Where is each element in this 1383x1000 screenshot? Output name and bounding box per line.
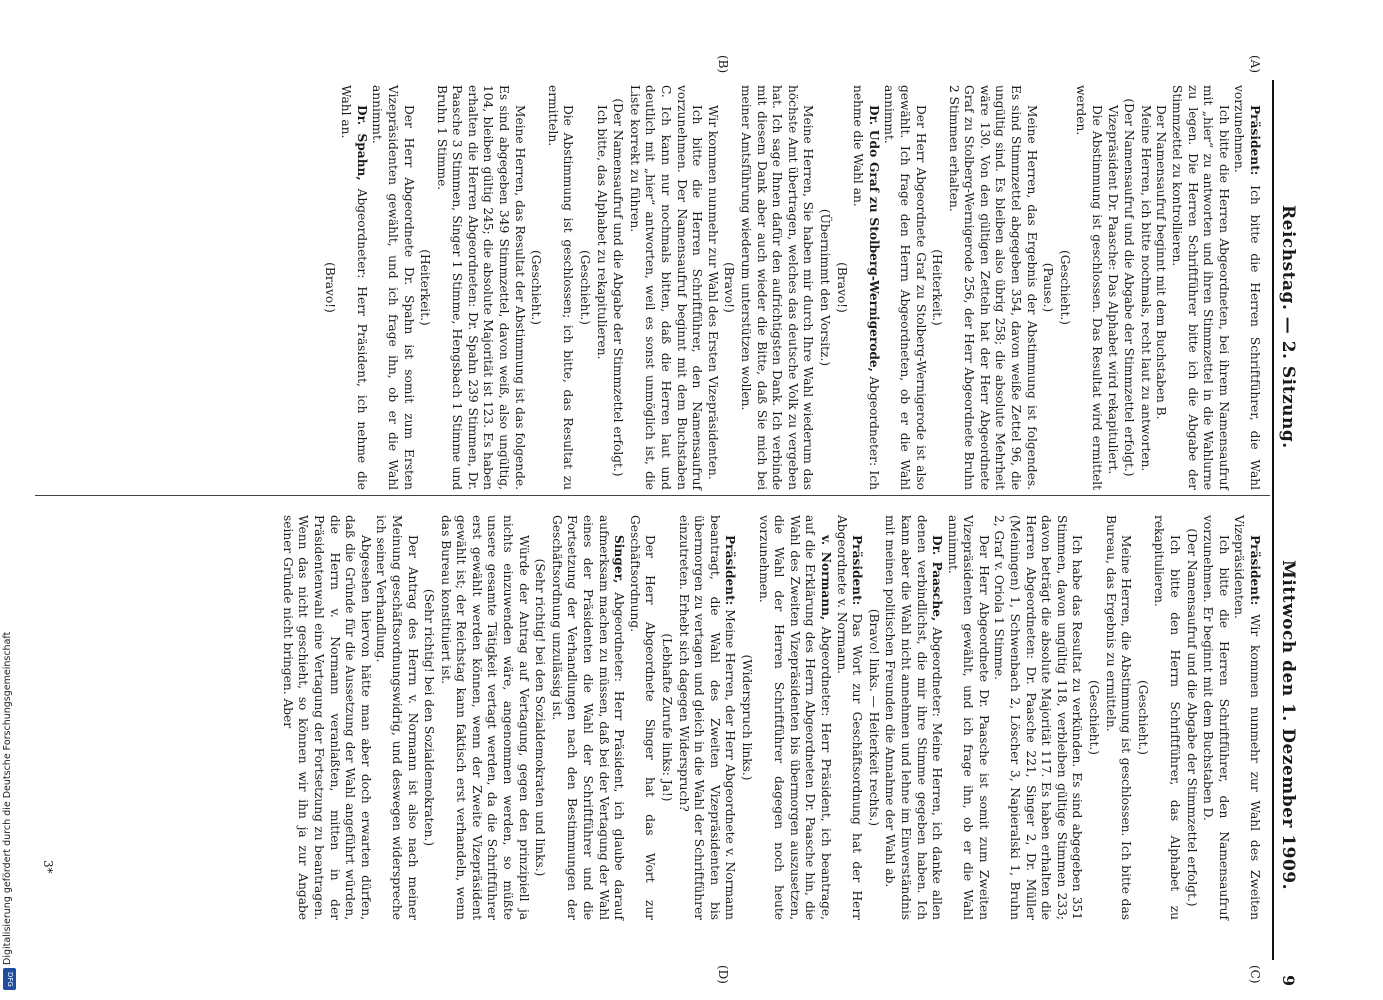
paragraph-text: (Lebhafte Zurufe links: Ja!) bbox=[660, 633, 675, 802]
paragraph bbox=[882, 515, 944, 920]
paragraph bbox=[1168, 85, 1230, 490]
paragraph bbox=[373, 515, 420, 920]
paragraph-text: (Bravo!) bbox=[322, 262, 337, 313]
paragraph-text: Der Antrag des Herrn v. Normann ist also nach meiner Meinung geschäftsordnungswidrig, und deswegen widerspreche ich seiner Verhandlung. bbox=[374, 515, 420, 920]
page-header bbox=[1272, 55, 1302, 987]
paragraph bbox=[1134, 515, 1150, 920]
paragraph-text: (Widerspruch links.) bbox=[740, 654, 754, 781]
watermark-strip bbox=[0, 0, 22, 1000]
paragraph bbox=[929, 85, 945, 490]
column-divider bbox=[35, 495, 1270, 496]
paragraph bbox=[1231, 515, 1262, 920]
paragraph bbox=[610, 85, 626, 490]
paragraph-text: Ich bitte, das Alphabet zu rekapitulieren. bbox=[594, 105, 609, 360]
paragraph bbox=[421, 515, 437, 920]
paragraph bbox=[755, 515, 833, 920]
paragraph bbox=[833, 515, 864, 920]
paragraph-text: Ich bitte den Herrn Schriftführer, das Alphabet zu rekapitulieren. bbox=[1152, 515, 1183, 920]
paragraph-text: Meine Herren, die Abstimmung ist geschlossen. Ich bitte das Bureau, das Ergebnis zu ermitteln. bbox=[1103, 515, 1134, 920]
paragraph bbox=[1102, 515, 1133, 920]
paragraph bbox=[593, 85, 609, 490]
paragraph-text: Abgeordneter: Meine Herren, ich danke allen denen verbindlichst, die mir ihre Stimme gegeben haben. Ich kann aber die Wahl nicht annehmen und lehne im Einverständnis mit meinen politischen Freunden die Annahme der Wahl ab. bbox=[883, 515, 945, 920]
paragraph bbox=[1153, 85, 1169, 490]
paragraph-text: Ich bitte die Herren Abgeordneten, bei ihrem Namensaufruf mit „hier“ zu antworten und ihren Stimmzettel in die Wahlurne zu legen. Die Herren Schriftführer bitte ich die Abgabe der Stimmzettel zu kontrollieren. bbox=[1170, 85, 1231, 490]
left-column bbox=[320, 85, 1262, 490]
paragraph-text: Ich bitte die Herren Schriftführer, die Wahl vorzunehmen. bbox=[1232, 85, 1262, 490]
paragraph bbox=[437, 515, 531, 920]
paragraph-text: (Übernimmt den Vorsitz.) bbox=[817, 208, 832, 367]
paragraph-text: Abgeordneter: Herr Präsident, ich nehme die Wahl an. bbox=[339, 85, 369, 491]
paragraph bbox=[944, 515, 991, 920]
speaker-name: Präsident: bbox=[723, 535, 738, 606]
speaker-name: Präsident: bbox=[1248, 105, 1262, 176]
paragraph-text: (Sehr richtig! bei den Sozialdemokraten und links.) bbox=[533, 558, 548, 877]
paragraph bbox=[433, 85, 527, 490]
paragraph bbox=[1104, 85, 1120, 490]
footer-mark: 3* bbox=[41, 860, 55, 874]
paragraph bbox=[1137, 85, 1153, 490]
paragraph-text: Meine Herren, der Herr Abgeordnete v. Normann beantragt, die Wahl des Zweiten Vizepräsidenten bis übermorgen zu vertagen und gleich in die Wahl der Schriftführer einzutreten. Erhebt sich dagegen Widerspruch? bbox=[676, 515, 738, 921]
paragraph bbox=[1151, 515, 1182, 920]
paragraph-text: Meine Herren, das Ergebnis der Abstimmung ist folgendes. Es sind Stimmzettel abgegeben 354, davon weiße Zettel 96, die ungültig sind. Es bleiben also übrig 258; die absolute Mehrheit wäre 130. Von den gültigen Zetteln hat der Herr Abgeordnete Graf zu Stolberg-Wernigerode 256, der Herr Abgeordnete Bruhn 2 Stimmen erhalten. bbox=[946, 85, 1039, 490]
paragraph bbox=[738, 515, 754, 920]
margin-marker-c: (C) bbox=[1248, 965, 1262, 984]
paragraph bbox=[626, 85, 704, 490]
speaker-name: Dr. Paasche, bbox=[930, 535, 945, 622]
paragraph-text: Meine Herren, das Resultat der Abstimmung ist das folgende. Es sind abgegeben 349 Stimmzettel, davon weiß, also ungültig, 104, bleiben gültig 245; die absolute Majorität ist 123. Es haben erhalten die Herren Abgeordneten: Dr. Spahn 239 Stimmen, Dr. Paasche 3 Stimmen, Singer 1 Stimme, Hengsbach 1 Stimme und Bruhn 1 Stimme. bbox=[434, 85, 527, 490]
speaker-name: Präsident: bbox=[850, 535, 865, 606]
paragraph bbox=[1183, 515, 1199, 920]
paragraph-text: Ich bitte die Herren Schriftführer, den Namensaufruf vorzunehmen. Er beginnt mit dem Buchstaben D. bbox=[1201, 515, 1231, 920]
paragraph-text: Der Herr Abgeordnete Dr. Spahn ist somit zum Ersten Vizepräsidenten gewählt, und ich frage ihn, ob er die Wahl annimmt. bbox=[370, 85, 416, 490]
paragraph-text: (Geschieht.) bbox=[1057, 249, 1072, 326]
paragraph-text: Der Herr Abgeordnete Singer hat das Wort zur Geschäftsordnung. bbox=[627, 515, 658, 920]
paragraph-text: Meine Herren, ich bitte nochmals, recht laut zu antworten. bbox=[1138, 105, 1153, 472]
paragraph bbox=[626, 515, 657, 920]
paragraph-text: Abgeordneter: Herr Präsident, ich beantrage, auf die Erklärung des Herrn Abgeordneten Dr. Paasche hin, die Wahl des Zweiten Vizepräsidenten bis übermorgen auszusetzen, die Wahl der Herren Schriftführer dagegen noch heute vorzunehmen. bbox=[756, 515, 833, 920]
paragraph bbox=[881, 85, 928, 490]
paragraph-text: Ich bitte die Herren Schriftführer, den Namensaufruf vorzunehmen. Der Namensaufruf beginnt mit dem Buchstaben C. Ich kann nur nochmals bitten, daß die Herren laut und deutlich mit „hier“ antworten, weil es sonst unmöglich ist, die Liste korrekt zu führen. bbox=[627, 85, 705, 490]
speaker-name: Singer, bbox=[612, 535, 627, 584]
paragraph-text: (Bravo! links. — Heiterkeit rechts.) bbox=[866, 608, 881, 827]
paragraph bbox=[833, 85, 849, 490]
paragraph bbox=[850, 85, 881, 490]
paragraph bbox=[658, 515, 674, 920]
paragraph-text: (Geschieht.) bbox=[1087, 679, 1102, 756]
paragraph bbox=[945, 85, 1039, 490]
header-title: Reichstag. — 2. Sitzung. bbox=[1278, 205, 1298, 449]
paragraph-text: (Heiterkeit.) bbox=[930, 249, 945, 326]
paragraph-text: Abgesehen hiervon hätte man aber doch erwarten dürfen, daß die Gründe für die Aussetzung der Wahl angeführt würden, die Herrn v. Normann veranlaßten, mitten in der Präsidentenwahl eine Vertagung der Fortsetzung zu beantragen. Wenn das nicht geschieht, so können wir ihn ja zur Angabe seiner Gründe nicht bringen. Aber bbox=[280, 515, 373, 920]
paragraph-text: Würde der Antrag auf Vertagung, gegen den prinzipiell ja nichts einzuwenden wäre, angenommen werden, so müßte unsere gesamte Tätigkeit vertagt werden, da die Schriftführer erst gewählt werden können, wenn der Zweite Vizepräsident gewählt ist; der Reichstag kann faktisch erst verhandeln, wenn das Bureau konstituiert ist. bbox=[438, 515, 531, 920]
paragraph bbox=[544, 85, 575, 490]
paragraph-text: Der Namensaufruf beginnt mit dem Buchstaben B. bbox=[1154, 105, 1169, 420]
paragraph-text: Ich habe das Resultat zu verkünden. Es sind abgegeben 351 Stimmen, davon ungültig 118, verbleiben gültige Stimmen 233; davon beträgt die absolute Majorität 117. Es haben erhalten die Herren Abgeordneten: Dr. Paasche 221, Singer 2, Dr. Müller (Meiningen) 1, Schwenbach 2, Löscher 3, Napieralski 1, Bruhn 2, Graf v. Oriola 1 Stimme. bbox=[992, 515, 1085, 920]
speaker-name: Präsident: bbox=[1248, 535, 1262, 606]
paragraph-text: (Heiterkeit.) bbox=[418, 249, 433, 326]
paragraph bbox=[1200, 515, 1231, 920]
paragraph bbox=[548, 515, 626, 920]
margin-marker-b: (B) bbox=[716, 55, 730, 74]
speaker-name: v. Normann, bbox=[818, 535, 833, 621]
paragraph bbox=[737, 85, 815, 490]
paragraph bbox=[704, 85, 720, 490]
paragraph bbox=[338, 85, 369, 490]
paragraph-text: (Bravo!) bbox=[722, 262, 737, 313]
header-date: Mittwoch den 1. Dezember 1909. bbox=[1278, 560, 1298, 891]
dfg-logo: DFG bbox=[3, 968, 16, 990]
paragraph-text: (Der Namensaufruf und die Abgabe der Stimmzettel erfolgt.) bbox=[1122, 98, 1137, 477]
paragraph-text: (Geschieht.) bbox=[529, 249, 544, 326]
paragraph-text: Abgeordneter: Ich nehme die Wahl an. bbox=[851, 85, 881, 490]
paragraph-text: Das Wort zur Geschäftsordnung hat der Herr Abgeordnete v. Normann. bbox=[834, 515, 865, 921]
paragraph bbox=[532, 515, 548, 920]
paragraph bbox=[991, 515, 1085, 920]
paragraph-text: Der Herr Abgeordnete Graf zu Stolberg-Wernigerode ist also gewählt. Ich frage den Herrn Abgeordneten, ob er die Wahl annimmt. bbox=[882, 85, 928, 490]
paragraph bbox=[528, 85, 544, 490]
paragraph-text: Vizepräsident Dr. Paasche: Das Alphabet wird rekapituliert. bbox=[1105, 105, 1120, 475]
paragraph bbox=[1073, 85, 1104, 490]
paragraph bbox=[816, 85, 832, 490]
paragraph-text: (Sehr richtig! bei den Sozialdemokraten.) bbox=[422, 588, 437, 847]
paragraph bbox=[321, 85, 337, 490]
paragraph-text: Wir kommen nunmehr zur Wahl des Ersten Vizepräsidenten. bbox=[705, 105, 720, 480]
paragraph bbox=[1040, 85, 1056, 490]
margin-marker-a: (A) bbox=[1248, 55, 1262, 74]
paragraph-text: Wir kommen nunmehr zur Wahl des Zweiten Vizepräsidenten. bbox=[1232, 515, 1262, 920]
paragraph bbox=[1056, 85, 1072, 490]
paragraph-text: (Der Namensaufruf und die Abgabe der Stimmzettel erfolgt.) bbox=[1184, 528, 1199, 907]
paragraph bbox=[1121, 85, 1137, 490]
speaker-name: Dr. Udo Graf zu Stolberg-Wernigerode, bbox=[866, 105, 881, 372]
watermark-text: Digitalisierung gefördert durch die Deutsche Forschungsgemeinschaft bbox=[2, 631, 13, 965]
paragraph bbox=[675, 515, 737, 920]
header-rule bbox=[1272, 80, 1274, 960]
paragraph bbox=[369, 85, 416, 490]
paragraph-text: Meine Herren, Sie haben mir durch Ihre Wahl wiederum das höchste Amt übertragen, welches das deutsche Volk zu vergeben hat. Ich sage Ihnen dafür den aufrichtigsten Dank. Ich verbinde mit diesem Dank aber auch wieder die Bitte, daß Sie mich bei meiner Amtsführung wiederum unterstützen wollen. bbox=[739, 85, 816, 490]
paragraph-text: (Der Namensaufruf und die Abgabe der Stimmzettel erfolgt.) bbox=[611, 98, 626, 477]
paragraph-text: Die Abstimmung ist geschlossen; ich bitte, das Resultat zu ermitteln. bbox=[545, 85, 576, 490]
paragraph bbox=[721, 85, 737, 490]
page-number: 9 bbox=[1279, 975, 1298, 987]
paragraph-text: Die Abstimmung ist geschlossen. Das Resultat wird ermittelt werden. bbox=[1074, 85, 1105, 490]
rotated-page bbox=[30, 0, 1310, 1000]
right-column bbox=[279, 515, 1262, 920]
paragraph-text: Abgeordneter: Herr Präsident, ich glaube darauf aufmerksam machen zu müssen, daß bei der Vertagung der Wahl eines der Präsidenten die Wahl der Schriftführer und die Fortsetzung der Verhandlungen nach den Bestimmungen der Geschäftsordnung unzulässig ist. bbox=[549, 515, 627, 921]
speaker-name: Dr. Spahn, bbox=[354, 105, 369, 181]
paragraph-text: (Geschieht.) bbox=[1135, 679, 1150, 756]
paragraph bbox=[279, 515, 373, 920]
paragraph-text: (Geschieht.) bbox=[578, 249, 593, 326]
paragraph bbox=[1085, 515, 1101, 920]
paragraph bbox=[1231, 85, 1262, 490]
paragraph-text: (Pause.) bbox=[1041, 262, 1056, 313]
paragraph bbox=[865, 515, 881, 920]
paragraph bbox=[576, 85, 592, 490]
paragraph-text: Der Herr Abgeordnete Dr. Paasche ist somit zum Zweiten Vizepräsidenten gewählt, und ich frage ihn, ob er die Wahl annimmt. bbox=[945, 515, 991, 920]
margin-marker-d: (D) bbox=[716, 965, 730, 984]
paragraph-text: (Bravo!) bbox=[834, 262, 849, 313]
paragraph bbox=[417, 85, 433, 490]
